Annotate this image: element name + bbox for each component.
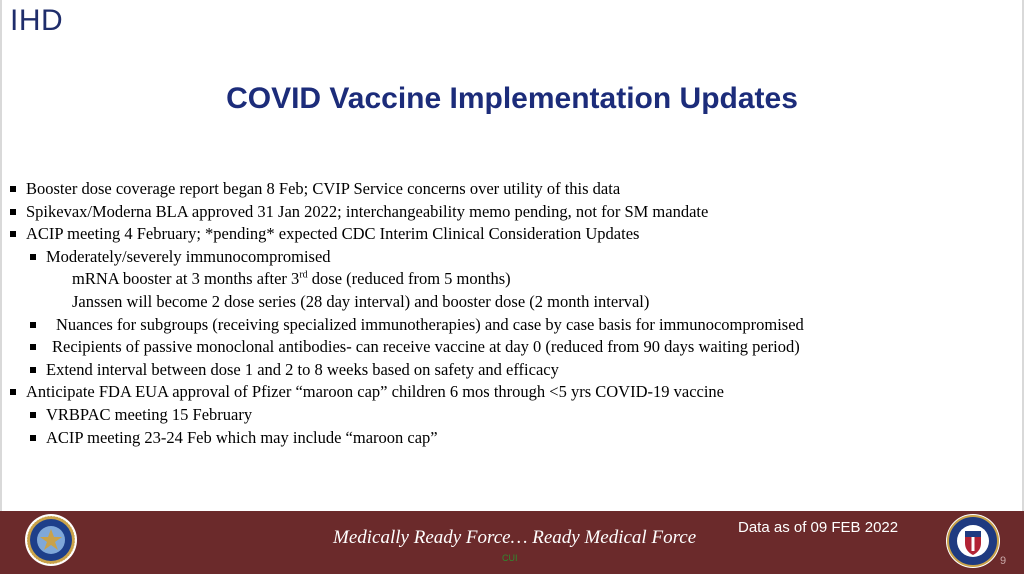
bullet-text: Janssen will become 2 dose series (28 day interval) and booster dose (2 month interval)	[72, 291, 650, 311]
square-bullet-icon	[30, 367, 36, 373]
list-item	[10, 381, 1010, 404]
slide-title: COVID Vaccine Implementation Updates	[226, 82, 798, 115]
bullet-text: VRBPAC meeting 15 February	[46, 404, 253, 424]
list-item	[10, 427, 1010, 450]
square-bullet-icon	[30, 344, 36, 350]
list-item	[10, 314, 1010, 337]
bullet-text: Nuances for subgroups (receiving specialized immunotherapies) and case by case basis for immunocompromised	[56, 314, 804, 334]
bullet-text-part: mRNA booster at 3 months after 3	[72, 269, 300, 289]
data-as-of-label: Data as of 09 FEB 2022	[738, 519, 899, 536]
dha-seal-icon	[945, 513, 1001, 569]
list-item	[10, 291, 1010, 314]
square-bullet-icon	[30, 254, 36, 260]
list-item	[10, 404, 1010, 427]
bullet-text: ACIP meeting 4 February; *pending* expected CDC Interim Clinical Consideration Updates	[26, 224, 640, 244]
superscript: rd	[299, 269, 308, 281]
bullet-text: Booster dose coverage report began 8 Feb; CVIP Service concerns over utility of this data	[26, 179, 621, 198]
square-bullet-icon	[30, 435, 36, 441]
org-label: IHD	[10, 4, 64, 37]
dod-seal-icon	[24, 513, 78, 567]
page-number: 9	[1000, 555, 1007, 567]
list-item	[10, 178, 1010, 201]
list-item	[10, 359, 1010, 382]
bullet-text-part: dose (reduced from 5 months)	[307, 269, 511, 289]
square-bullet-icon	[10, 231, 16, 237]
list-item	[10, 246, 1010, 269]
bullet-text: Extend interval between dose 1 and 2 to 8 weeks based on safety and efficacy	[46, 359, 559, 379]
list-item	[10, 336, 1010, 359]
list-item	[10, 201, 1010, 224]
bullet-text: Anticipate FDA EUA approval of Pfizer “maroon cap” children 6 mos through <5 yrs COVID-19 vaccine	[26, 382, 724, 402]
cui-marking: CUI	[502, 553, 518, 563]
bullet-text: Recipients of passive monoclonal antibodies- can receive vaccine at day 0 (reduced from 90 days waiting period)	[52, 337, 800, 357]
square-bullet-icon	[10, 186, 16, 192]
list-item	[10, 268, 1010, 291]
square-bullet-icon	[10, 389, 16, 395]
list-item	[10, 223, 1010, 246]
footer-tagline: Medically Ready Force… Ready Medical Force	[333, 527, 697, 548]
square-bullet-icon	[10, 209, 16, 215]
bullet-text: Spikevax/Moderna BLA approved 31 Jan 2022; interchangeability memo pending, not for SM mandate	[26, 201, 709, 221]
bullet-text	[72, 268, 511, 291]
bullet-list	[10, 178, 1010, 449]
square-bullet-icon	[30, 322, 36, 328]
square-bullet-icon	[30, 412, 36, 418]
bullet-text: ACIP meeting 23-24 Feb which may include “maroon cap”	[46, 427, 438, 447]
bullet-text: Moderately/severely immunocompromised	[46, 246, 331, 266]
